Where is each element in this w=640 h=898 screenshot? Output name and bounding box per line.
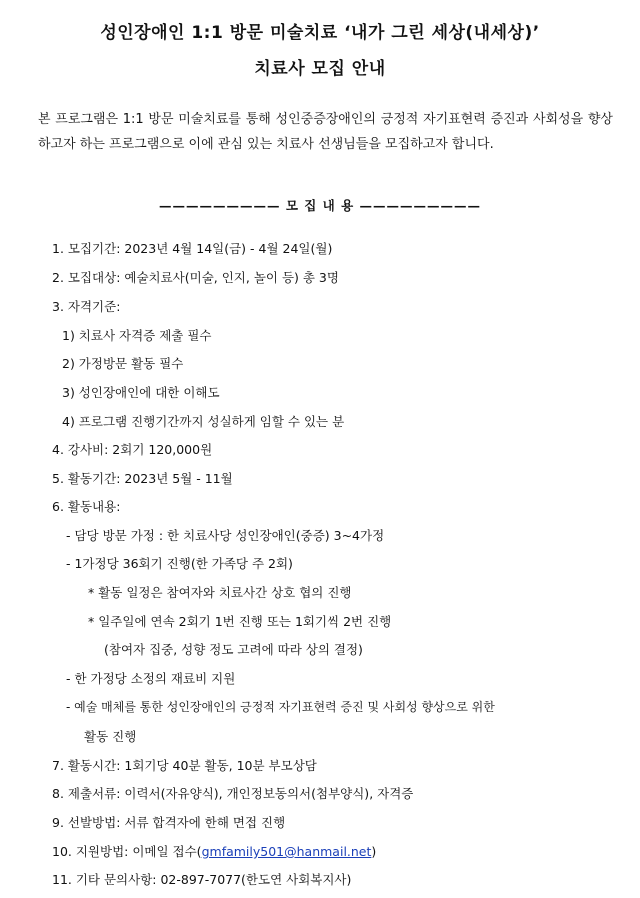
item-activity-content: 6. 활동내용: bbox=[52, 499, 121, 514]
item-selection: 9. 선발방법: 서류 합격자에 한해 면접 진행 bbox=[52, 815, 286, 830]
intro-paragraph: 본 프로그램은 1:1 방문 미술치료를 통해 성인중증장애인의 긍정적 자기표현력 증진과 사회성을 향상하고자 하는 프로그램으로 이에 관심 있는 치료사 선생님들을 모집하고자 합니다. bbox=[38, 112, 613, 152]
qualification-1: 1) 치료사 자격증 제출 필수 bbox=[62, 328, 212, 343]
activity-subnote-1: * 활동 일정은 참여자와 치료사간 상호 협의 진행 bbox=[88, 585, 352, 600]
activity-detail-1: - 담당 방문 가정 : 한 치료사당 성인장애인(중증) 3~4가정 bbox=[66, 528, 385, 543]
activity-detail-4-cont: 활동 진행 bbox=[84, 729, 137, 744]
activity-subnote-3: (참여자 집중, 성향 정도 고려에 따라 상의 결정) bbox=[104, 642, 363, 657]
item-application-method bbox=[52, 842, 376, 860]
email-link[interactable]: gmfamily501@hanmail.net bbox=[201, 844, 372, 859]
qualification-2: 2) 가정방문 활동 필수 bbox=[62, 356, 184, 371]
item-qualification: 3. 자격기준: bbox=[52, 299, 121, 314]
item-documents: 8. 제출서류: 이력서(자유양식), 개인정보동의서(첨부양식), 자격증 bbox=[52, 786, 414, 801]
activity-detail-2: - 1가정당 36회기 진행(한 가족당 주 2회) bbox=[66, 556, 293, 571]
qualification-3: 3) 성인장애인에 대한 이해도 bbox=[62, 385, 220, 400]
item-activity-period: 5. 활동기간: 2023년 5월 - 11월 bbox=[52, 471, 233, 486]
activity-subnote-2: * 일주일에 연속 2회기 1번 진행 또는 1회기씩 2번 진행 bbox=[88, 614, 392, 629]
item-recruit-target: 2. 모집대상: 예술치료사(미술, 인지, 놀이 등) 총 3명 bbox=[52, 270, 339, 285]
activity-detail-3: - 한 가정당 소정의 재료비 지원 bbox=[66, 671, 236, 686]
item-recruit-period: 1. 모집기간: 2023년 4월 14일(금) - 4월 24일(월) bbox=[52, 241, 333, 256]
item-inquiry: 11. 기타 문의사항: 02-897-7077(한도연 사회복지사) bbox=[52, 872, 352, 887]
item-activity-time: 7. 활동시간: 1회기당 40분 활동, 10분 부모상담 bbox=[52, 758, 317, 773]
qualification-4: 4) 프로그램 진행기간까지 성실하게 임할 수 있는 분 bbox=[62, 414, 345, 429]
activity-detail-4: - 예술 매체를 통한 성인장애인의 긍정적 자기표현력 증진 및 사회성 향상으로 위한 bbox=[66, 700, 495, 714]
title-line-1: 성인장애인 1:1 방문 미술치료 ‘내가 그린 세상(내세상)’ bbox=[100, 23, 540, 43]
title-line-2: 치료사 모집 안내 bbox=[254, 59, 386, 79]
section-divider: ————————— 모 집 내 용 ————————— bbox=[158, 198, 482, 213]
application-method-label: 10. 지원방법: 이메일 접수( bbox=[52, 844, 202, 859]
item-fee: 4. 강사비: 2회기 120,000원 bbox=[52, 442, 213, 457]
application-method-close: ) bbox=[371, 844, 377, 859]
